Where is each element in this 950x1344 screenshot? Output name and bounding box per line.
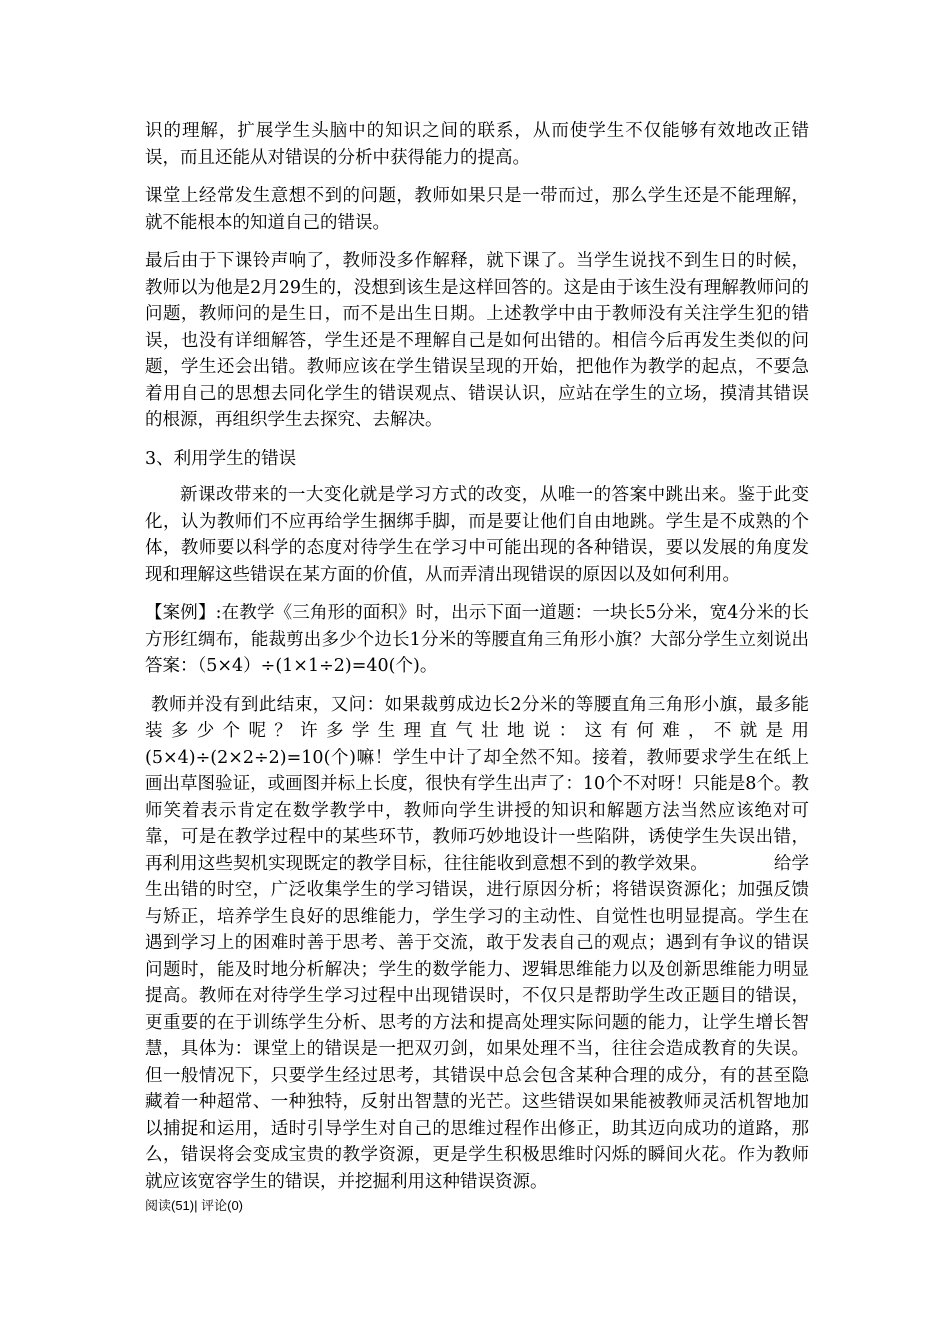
article-body [145, 118, 809, 1215]
comment-count-link[interactable]: 评论(0) [201, 1198, 244, 1213]
paragraph-5-part-a: 教师并没有到此结束，又问：如果裁剪成边长2分米的等腰直角三角形小旗，最多能装多少个呢？许多学生理直气壮地说：这有何难，不就是用(5×4)÷(2×2÷2)=10(个)嘛！学生中计了却全然不知。接着，教师要求学生在纸上画出草图验证，或画图并标上长度，很快有学生出声了：10个不对呀！只能是8个。教师笑着表示肯定在数学教学中，教师向学生讲授的知识和解题方法当然应该绝对可靠，可是在教学过程中的某些环节，教师巧妙地设计一些陷阱，诱使学生失误出错，再利用这些契机实现既定的教学目标，往往能收到意想不到的教学效果。 [145, 694, 809, 874]
case-label: 【案例】 [145, 603, 216, 623]
paragraph-3: 最后由于下课铃声响了，教师没多作解释，就下课了。当学生说找不到生日的时候，教师以为他是2月29生的，没想到该生是这样回答的。这是由于该生没有理解教师问的问题，教师问的是生日，而不是出生日期。上述教学中由于教师没有关注学生犯的错误，也没有详细解答，学生还是不理解自己是如何出错的。相信今后再发生类似的问题，学生还会出错。教师应该在学生错误呈现的开始，把他作为教学的起点，不要急着用自己的思想去同化学生的错误观点、错误认识，应站在学生的立场，摸清其错误的根源，再组织学生去探究、去解决。 [145, 251, 809, 430]
footer-separator: | [194, 1198, 202, 1213]
case-text: :在教学《三角形的面积》时，出示下面一道题：一块长5分米，宽4分米的长方形红绸布，能裁剪出多少个边长1分米的等腰直角三角形小旗？大部分学生立刻说出答案：（5×4）÷(1×1÷2)=40(个)。 [145, 603, 810, 676]
paragraph-5-part-b: 给学生出错的时空，广泛收集学生的学习错误，进行原因分析；将错误资源化；加强反馈与矫正，培养学生良好的思维能力，学生学习的主动性、自觉性也明显提高。学生在遇到学习上的困难时善于思考、善于交流，敢于发表自己的观点；遇到有争议的错误问题时，能及时地分析解决；学生的数学能力、逻辑思维能力以及创新思维能力明显提高。教师在对待学生学习过程中出现错误时，不仅只是帮助学生改正题目的错误，更重要的在于训练学生分析、思考的方法和提高处理实际问题的能力，让学生增长智慧，具体为：课堂上的错误是一把双刃剑，如果处理不当，往往会造成教育的失误。但一般情况下，只要学生经过思考，其错误中总会包含某种合理的成分，有的甚至隐藏着一种超常、一种独特，反射出智慧的光芒。这些错误如果能被教师灵活机智地加以捕捉和运用，适时引导学生对自己的思维过程作出修正，助其迈向成功的道路，那么，错误将会变成宝贵的教学资源，更是学生积极思维时闪烁的瞬间火花。作为教师就应该宽容学生的错误，并挖掘利用这种错误资源。 [145, 853, 810, 1192]
section-heading-3: 3、利用学生的错误 [145, 448, 297, 469]
read-count-link[interactable]: 阅读(51) [145, 1198, 195, 1213]
paragraph-1: 识的理解，扩展学生头脑中的知识之间的联系，从而使学生不仅能够有效地改正错误，而且还能从对错误的分析中获得能力的提高。 [145, 121, 809, 168]
paragraph-5 [145, 692, 809, 1196]
paragraph-4: 新课改带来的一大变化就是学习方式的改变，从唯一的答案中跳出来。鉴于此变化，认为教师们不应再给学生捆绑手脚，而是要让他们自由地跳。学生是不成熟的个体，教师要以科学的态度对待学生在学习中可能出现的各种错误，要以发展的角度发现和理解这些错误在某方面的价值，从而弄清出现错误的原因以及如何利用。 [145, 485, 809, 585]
article-footer [145, 1197, 809, 1215]
paragraph-2: 课堂上经常发生意想不到的问题，教师如果只是一带而过，那么学生还是不能理解，就不能根本的知道自己的错误。 [145, 186, 809, 233]
case-paragraph [145, 600, 809, 680]
